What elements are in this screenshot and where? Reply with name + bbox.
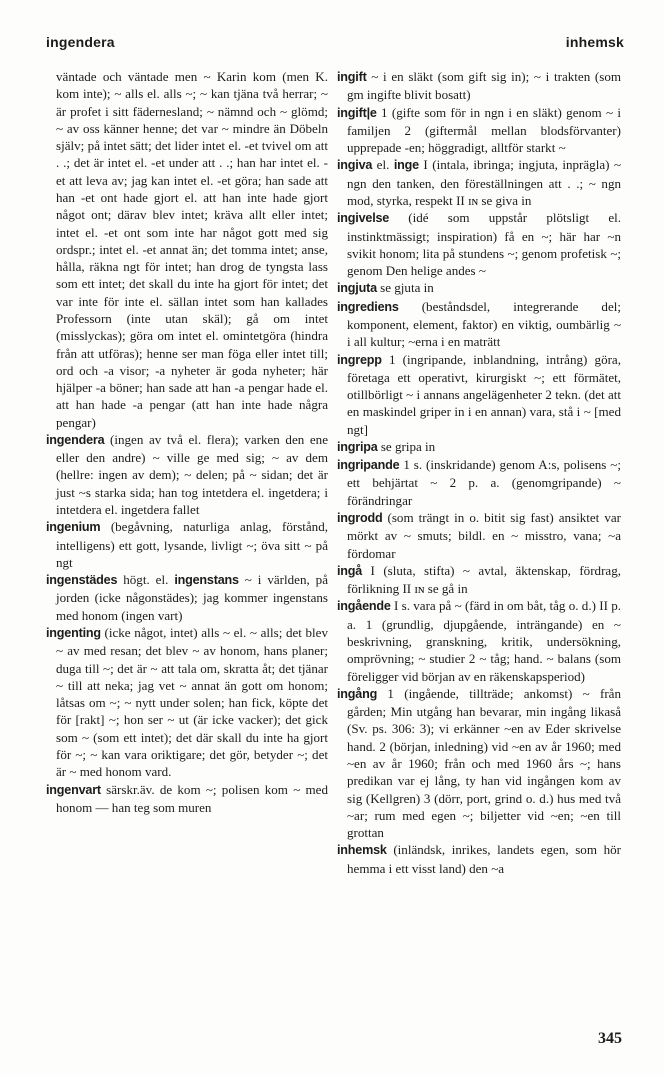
dictionary-entry bbox=[337, 841, 621, 877]
dictionary-entry bbox=[337, 438, 621, 456]
entry-definition: (som trängt in o. bitit sig fast) ansiktet var mörkt av ~ smuts; bildl. en ~ misstro, vana; ~a fördomar bbox=[347, 510, 621, 561]
entry-headword: ingrepp bbox=[337, 352, 382, 367]
dictionary-entry bbox=[46, 624, 328, 781]
entry-definition: I (intala, ibringa; ingjuta, inprägla) ~ ngn den tanken, den föreställningen att . .; ~ ngn mod, styrka, respekt II ɪɴ se giva in bbox=[347, 157, 622, 208]
entry-headword: ingiva bbox=[337, 158, 373, 173]
entry-headword: ingripande bbox=[337, 458, 400, 473]
entry-headword-variant: inge bbox=[393, 158, 419, 173]
dictionary-entry bbox=[337, 209, 621, 279]
entry-headword: ingrediens bbox=[337, 299, 399, 314]
entry-definition: (inländsk, inrikes, landets egen, som hör hemma i ett visst land) den ~a bbox=[347, 842, 621, 876]
entry-headword: ingång bbox=[337, 686, 378, 701]
entry-headword: ingripa bbox=[337, 439, 378, 454]
entry-headword: ingjuta bbox=[337, 281, 377, 296]
entry-definition: (ingen av två el. flera); varken den ene eller den andre) ~ ville ge med sig; ~ av dem (hellre: ingen av dem); ~ delen; på ~ sidan; det är just ~s starka sida; han tog intetdera el. ingetdera; i intetdera el. ingetdera fallet bbox=[56, 431, 328, 518]
running-header bbox=[40, 34, 624, 56]
entry-headword: ingendera bbox=[46, 432, 105, 447]
entry-headword: ingift|e bbox=[337, 105, 377, 120]
entry-definition: ~ i världen, på jorden (icke någonstädes); jag kommer ingenstans med honom (ingen vart) bbox=[56, 572, 329, 623]
entry-headword: ingift bbox=[337, 70, 367, 84]
left-column bbox=[46, 68, 328, 816]
entry-definition: (idé som uppstår plötsligt el. instinktmässigt; inspiration) få en ~; här har ~n svikit honom; lita på stundens ~; genom profetisk ~; genom Den helige andes ~ bbox=[347, 210, 621, 279]
entry-headword: inhemsk bbox=[337, 843, 387, 858]
entry-definition: 1 (gifte som för in ngn i en släkt) genom ~ i familjen 2 (giftermål mellan blodsförvanter) upprepade -en; höggradigt, alltför starkt ~ bbox=[347, 104, 621, 156]
entry-definition: el. bbox=[372, 157, 394, 173]
dictionary-entry bbox=[46, 431, 328, 518]
entry-headword: ingenstädes bbox=[46, 573, 118, 588]
dictionary-entry bbox=[337, 104, 621, 157]
header-last-word: inhemsk bbox=[565, 34, 624, 50]
entry-headword: ingenium bbox=[46, 520, 101, 535]
page-number: 345 bbox=[598, 1030, 622, 1047]
entry-definition: I s. vara på ~ (färd in om båt, tåg o. d.) II p. a. 1 (grundlig, djupgående, inträngande) en ~ beskrivning, granskning, kritik, undersökning, omprövning; ~ studier 2 ~ tåg; hand. ~ balans (som föreligger vid början av en räkenskapsperiod) bbox=[347, 598, 621, 684]
dictionary-entry bbox=[337, 456, 621, 509]
entry-definition: 1 (ingripande, inblandning, intrång) göra, företaga ett operativt, kirurgiskt ~; ett förmätet, otillbörligt ~ i annans angelägenheter 2 tekn. (det att en maskindel griper in i en annan) vara, stå i ~ [med ngt] bbox=[347, 351, 621, 437]
dictionary-entry bbox=[337, 509, 621, 562]
dictionary-entry bbox=[337, 685, 621, 842]
dictionary-entry bbox=[337, 298, 621, 351]
dictionary-entry bbox=[337, 279, 621, 297]
entry-definition: högt. el. bbox=[117, 572, 175, 588]
entry-headword: ingivelse bbox=[337, 211, 390, 226]
entry-definition: (begåvning, naturliga anlag, förstånd, intelligens) ett gott, lysande, livligt ~; öva sitt ~ på ngt bbox=[56, 519, 328, 570]
header-first-word: ingendera bbox=[46, 34, 115, 50]
entry-headword: ingående bbox=[337, 599, 391, 614]
dictionary-entry bbox=[46, 518, 328, 571]
dictionary-entry bbox=[46, 571, 328, 624]
entry-definition: särskr.äv. de kom ~; polisen kom ~ med honom — han teg som muren bbox=[56, 781, 328, 815]
entry-definition: 1 (ingående, tillträde; ankomst) ~ från gården; Min utgång han bevarar, min ingång likaså (Sv. ps. 306: 3); vi erkänner ~en av Eder skrivelse hand. 2 (början, inledning) vid ~en av år 1960; med ~en av år 1960; från och med 1960 års ~; hans predikan var ej lång, ty han vid ingången kom av sig (Kellgren) 3 (dörr, port, grind o. d.) hus med två ~ar; rum med egen ~; biljetter vid ~en; ~en till grottan bbox=[347, 685, 621, 841]
entry-headword: ingenting bbox=[46, 626, 101, 640]
entry-definition: 1 s. (inskridande) genom A:s, polisens ~; ett behjärtat ~ 2 p. a. (genomgripande) ~ förändringar bbox=[347, 457, 621, 508]
entry-definition: (icke något, intet) alls ~ el. ~ alls; det blev ~ av med resan; det blev ~ av honom, hans planer; duga till ~; det är ~ att tala om, skratta åt; det tjänar ~ till att neka; jag vet ~ annat än gott om honom; låtsas om ~; ~ nytt under solen; han fick, köpte det för [rakt] ~; hon ser ~ ut (är icke vacker); det gick som ~ (som ett intet); det där skall du inte ha gjort för ~; ~ kan vara oriktigare; det gör, betyder ~; det är ~ med honom vard. bbox=[56, 625, 328, 780]
entry-definition: se gjuta in bbox=[376, 280, 434, 296]
dictionary-entry bbox=[337, 351, 621, 438]
dictionary-entry bbox=[46, 781, 328, 817]
entry-definition: se gripa in bbox=[377, 438, 436, 454]
dictionary-entry bbox=[337, 597, 621, 684]
dictionary-entry bbox=[337, 562, 621, 598]
entry-headword: ingenvart bbox=[46, 782, 101, 797]
right-column bbox=[337, 68, 621, 877]
entry-definition: (beståndsdel, integrerande del; komponent, element, faktor) en viktig, oumbärlig ~ i all kultur; ~erna i en maträtt bbox=[347, 298, 621, 350]
entry-headword: ingå bbox=[337, 563, 363, 578]
dictionary-entry bbox=[337, 156, 621, 209]
dictionary-entry bbox=[337, 68, 621, 104]
entry-headword-variant: ingenstans bbox=[174, 573, 239, 588]
entry-definition: ~ i en släkt (som gift sig in); ~ i trakten (som gm ingifte blivit bosatt) bbox=[347, 69, 621, 103]
entry-headword: ingrodd bbox=[337, 511, 383, 526]
entry-definition: I (sluta, stifta) ~ avtal, äktenskap, fördrag, förlikning II ɪɴ se gå in bbox=[347, 562, 621, 597]
entry-continuation: väntade och väntade men ~ Karin kom (men K. kom inte); ~ alls el. alls ~; ~ kan tjäna två herrar; ~ är profet i sitt fädernesland; ~ nämnd och ~ glömd; ~ av oss känner henne; det var ~ mindre än Döbeln själv; på intet sätt; det lider intet el. -et tvivel om att . .; det är intet el. -et under att . .; han har intet el. -et att leva av; jag kan intet el. -et göra; han sade att han -et ont hade gjort el. att han inte hade gjort något ont; därav blev intet; kräva allt eller intet; intet el. -et ont som inte har något gott med sig ordspr.; intet el. -et annat än; det tomma intet; anse, hålla, räkna ngt för intet; han drog de tyngsta lass som ett intet; det skall du inte ha gjort för intet; det var inte för inte el. sällan intet som han kallades Professorn (inte utan skäl); gå om intet (misslyckas); göra om intet el. omintetgöra (hindra från att utföras); henne ser man föga eller intet till; ord och -a visor; -a nyheter är goda nyheter; här hjälper -a böner; han sade att han -a pengar hade el. att han hade -a pengar (att han inte hade några pengar) bbox=[56, 69, 328, 430]
